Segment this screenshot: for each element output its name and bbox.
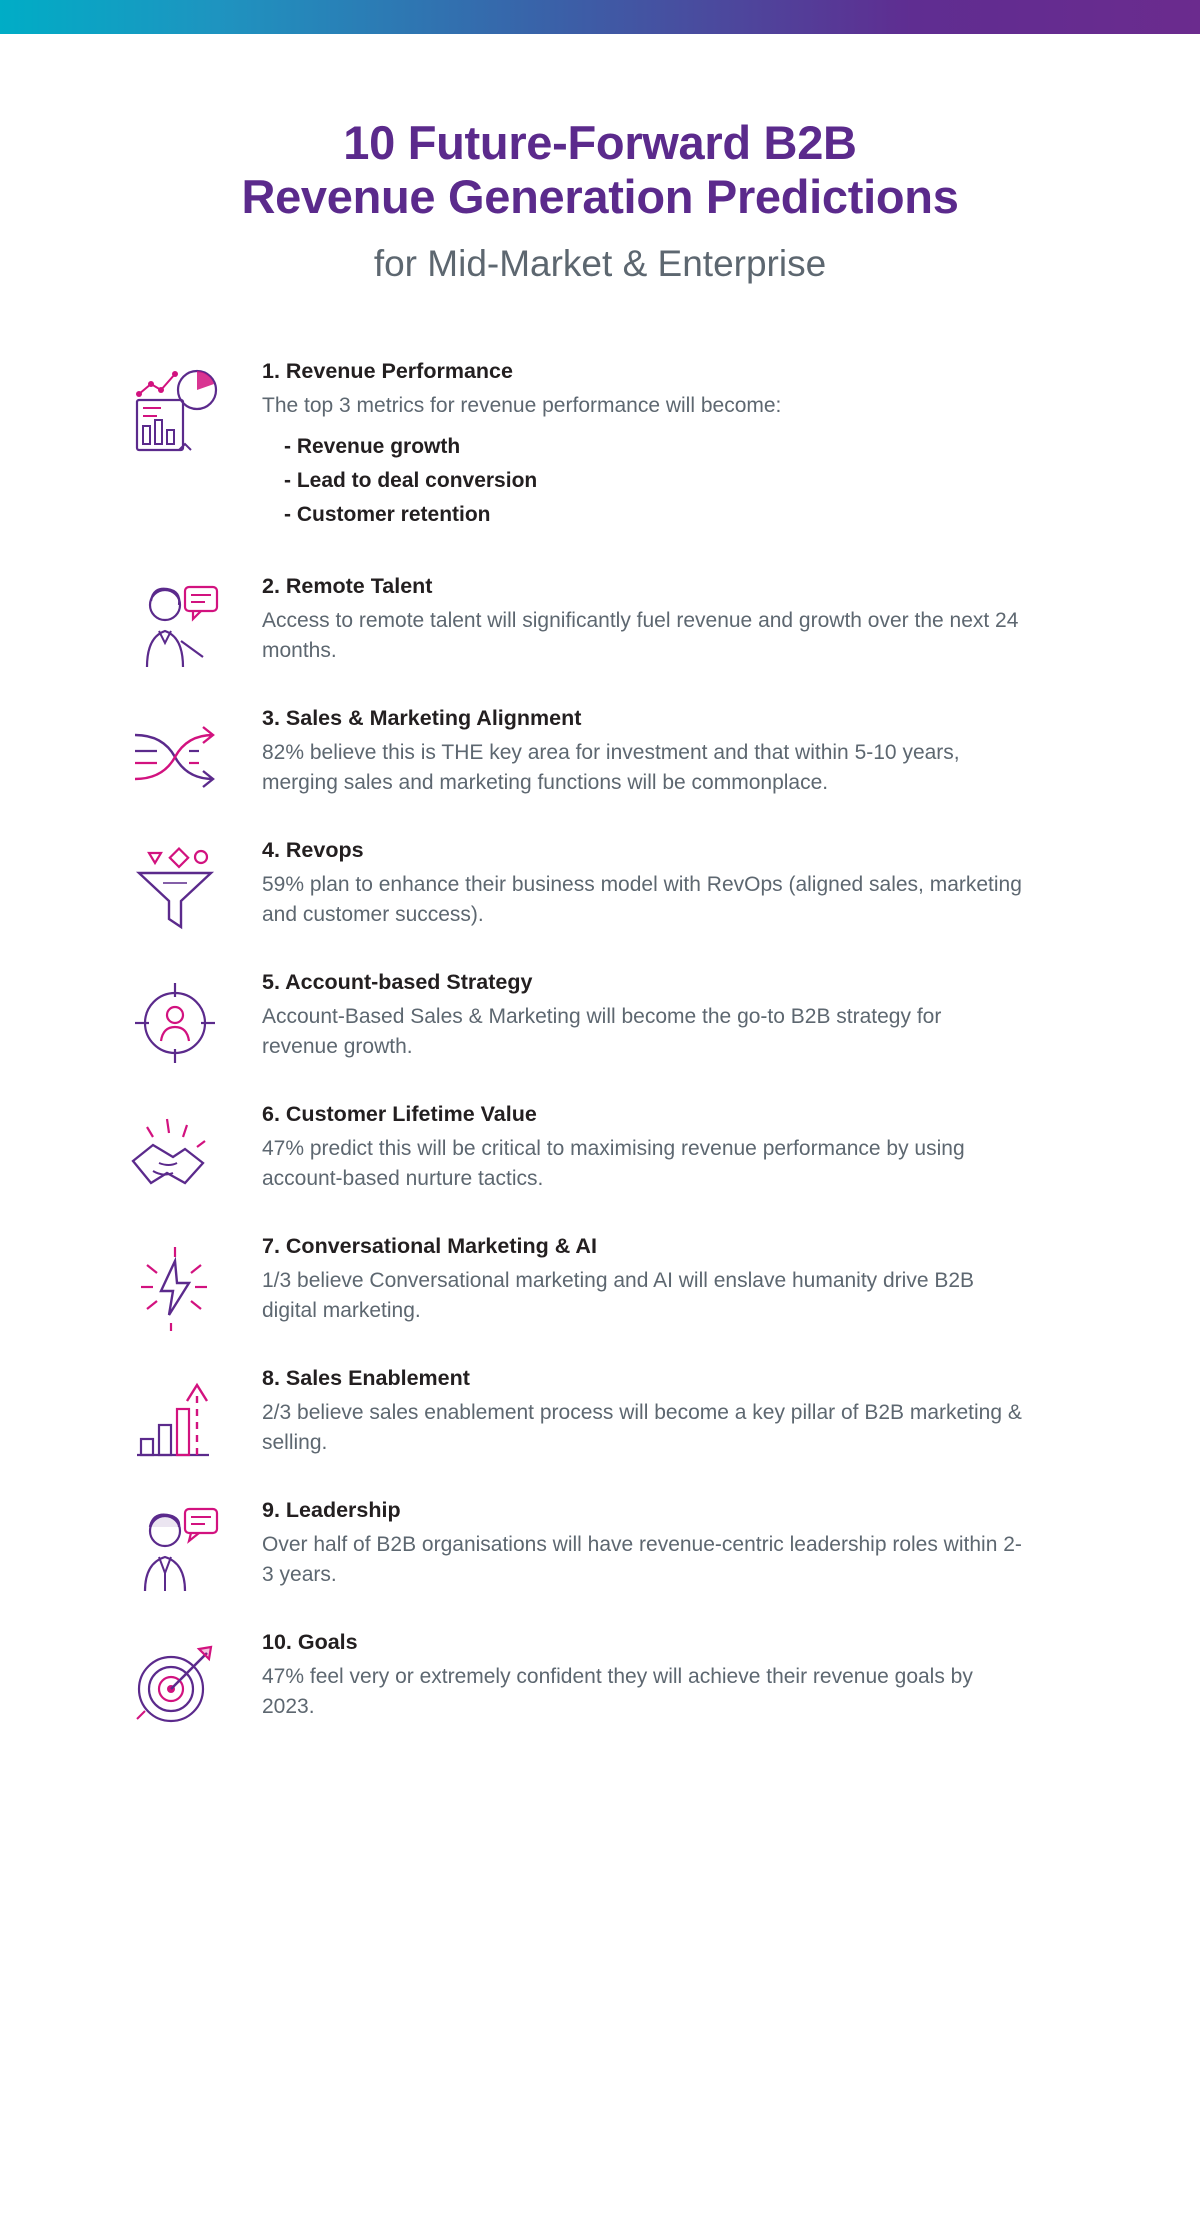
handshake-icon [110, 1101, 240, 1203]
list-item [110, 573, 1080, 675]
list-item-body: Over half of B2B organisations will have revenue-centric leadership roles within 2-3 years. [262, 1532, 1022, 1586]
list-item-title: 10. Goals [262, 1630, 358, 1655]
list-item-title: 2. Remote Talent [262, 574, 433, 599]
list-item-text [240, 837, 1080, 930]
list-item-text [240, 1233, 1080, 1326]
bullet-item: - Revenue growth [284, 433, 1080, 462]
page-title-line-2: Revenue Generation Predictions [241, 170, 959, 224]
list-item-text [240, 1497, 1080, 1590]
bullet-item: - Customer retention [284, 501, 1080, 530]
list-item-title: 4. Revops [262, 838, 364, 863]
list-item [110, 1101, 1080, 1203]
target-person-icon [110, 969, 240, 1071]
list-item-title: 8. Sales Enablement [262, 1366, 470, 1391]
list-item-body: 59% plan to enhance their business model with RevOps (aligned sales, marketing and customer success). [262, 872, 1022, 926]
list-item-body: Account-Based Sales & Marketing will become the go-to B2B strategy for revenue growth. [262, 1004, 942, 1058]
list-item-body: 47% feel very or extremely confident they will achieve their revenue goals by 2023. [262, 1664, 973, 1718]
list-item-text [240, 573, 1080, 666]
list-item-text [240, 358, 1080, 535]
list-item-title: 6. Customer Lifetime Value [262, 1102, 537, 1127]
list-item-bullets [262, 433, 1080, 530]
list-item [110, 1233, 1080, 1335]
page-title [90, 116, 1110, 224]
leader-speech-bubble-icon [110, 1497, 240, 1599]
top-gradient-bar [0, 0, 1200, 34]
list-item-title: 5. Account-based Strategy [262, 970, 533, 995]
dartboard-arrow-icon [110, 1629, 240, 1731]
page-title-line-1: 10 Future-Forward B2B [343, 116, 857, 169]
bullet-item: - Lead to deal conversion [284, 467, 1080, 496]
list-item-title: 7. Conversational Marketing & AI [262, 1234, 597, 1259]
predictions-list [0, 358, 1200, 1851]
list-item [110, 969, 1080, 1071]
list-item-body: 1/3 believe Conversational marketing and AI will enslave humanity drive B2B digital marketing. [262, 1268, 975, 1322]
list-item-body: 82% believe this is THE key area for investment and that within 5-10 years, merging sales and marketing functions will be commonplace. [262, 740, 960, 794]
page-subtitle: for Mid-Market & Enterprise [373, 243, 827, 285]
funnel-icon [110, 837, 240, 939]
list-item-body: 47% predict this will be critical to maximising revenue performance by using account-based nurture tactics. [262, 1136, 965, 1190]
list-item [110, 837, 1080, 939]
header-block [0, 34, 1200, 286]
list-item-body: Access to remote talent will significantly fuel revenue and growth over the next 24 months. [262, 608, 1019, 662]
list-item [110, 1497, 1080, 1599]
list-item-title: 3. Sales & Marketing Alignment [262, 706, 582, 731]
crossing-arrows-icon [110, 705, 240, 807]
list-item-text [240, 705, 1080, 798]
list-item-text [240, 1629, 1080, 1722]
list-item-title: 1. Revenue Performance [262, 359, 513, 384]
list-item [110, 1629, 1080, 1731]
list-item-body: The top 3 metrics for revenue performance will become: [262, 394, 782, 418]
list-item-text [240, 1101, 1080, 1194]
list-item-text [240, 969, 1080, 1062]
list-item-title: 9. Leadership [262, 1498, 401, 1523]
list-item [110, 1365, 1080, 1467]
remote-worker-chat-icon [110, 573, 240, 675]
chart-analytics-icon [110, 358, 240, 460]
list-item-body: 2/3 believe sales enablement process will become a key pillar of B2B marketing & selling. [262, 1400, 1022, 1454]
lightning-bolt-icon [110, 1233, 240, 1335]
list-item-text [240, 1365, 1080, 1458]
growth-bar-chart-arrow-icon [110, 1365, 240, 1467]
list-item [110, 705, 1080, 807]
list-item [110, 358, 1080, 535]
